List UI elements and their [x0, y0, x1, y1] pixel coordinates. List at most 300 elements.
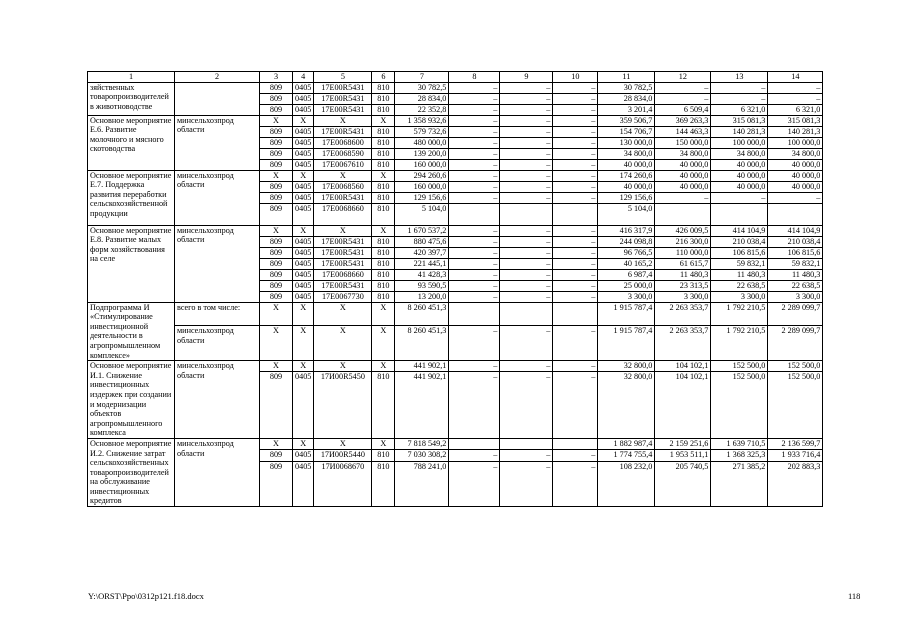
value-cell-col-8: –	[449, 225, 500, 236]
value-cell-col-14: 202 883,3	[768, 461, 823, 506]
value-cell-col-9: –	[500, 126, 553, 137]
value-cell-col-6: 810	[372, 280, 395, 291]
value-cell-col-9: –	[500, 372, 553, 439]
value-cell-col-4: X	[293, 302, 314, 325]
value-cell-col-5: 17И00R5450	[314, 372, 372, 439]
value-cell-col-6: 810	[372, 93, 395, 104]
value-cell-col-6: X	[372, 225, 395, 236]
value-cell-col-11: 416 317,9	[598, 225, 655, 236]
value-cell-col-10: –	[553, 291, 598, 302]
value-cell-col-6: 810	[372, 137, 395, 148]
value-cell-col-7: 420 397,7	[395, 247, 449, 258]
value-cell-col-4: 0405	[293, 247, 314, 258]
value-cell-col-3: 809	[260, 461, 293, 506]
value-cell-col-13: 140 281,3	[711, 126, 768, 137]
value-cell-col-5: 17Е0067610	[314, 159, 372, 170]
value-cell-col-14: 3 300,0	[768, 291, 823, 302]
value-cell-col-12	[655, 203, 711, 225]
value-cell-col-13: 11 480,3	[711, 269, 768, 280]
value-cell-col-7: 28 834,0	[395, 93, 449, 104]
value-cell-col-10: –	[553, 461, 598, 506]
value-cell-col-7: 1 358 932,6	[395, 115, 449, 126]
value-cell-col-6: X	[372, 170, 395, 181]
value-cell-col-11: 174 260,6	[598, 170, 655, 181]
table-row	[88, 115, 823, 126]
value-cell-col-13: 34 800,0	[711, 148, 768, 159]
value-cell-col-3: 809	[260, 203, 293, 225]
value-cell-col-13: 40 000,0	[711, 170, 768, 181]
value-cell-col-9: –	[500, 181, 553, 192]
executor-cell	[175, 82, 260, 115]
value-cell-col-13: 152 500,0	[711, 361, 768, 372]
value-cell-col-12: 3 300,0	[655, 291, 711, 302]
table-row	[88, 361, 823, 372]
value-cell-col-13: 100 000,0	[711, 137, 768, 148]
value-cell-col-11: 96 766,5	[598, 247, 655, 258]
value-cell-col-13: 1 792 210,5	[711, 302, 768, 325]
header-cell-14: 14	[768, 72, 823, 83]
table-header-row	[88, 72, 823, 83]
value-cell-col-13	[711, 203, 768, 225]
value-cell-col-14: 11 480,3	[768, 269, 823, 280]
value-cell-col-9: –	[500, 225, 553, 236]
table-row	[88, 438, 823, 449]
value-cell-col-4: X	[293, 170, 314, 181]
value-cell-col-13: 1 792 210,5	[711, 326, 768, 361]
header-cell-6: 6	[372, 72, 395, 83]
value-cell-col-8: –	[449, 236, 500, 247]
value-cell-col-12: 1 953 511,1	[655, 450, 711, 461]
value-cell-col-9	[500, 438, 553, 449]
value-cell-col-14	[768, 203, 823, 225]
value-cell-col-13: 414 104,9	[711, 225, 768, 236]
value-cell-col-10: –	[553, 258, 598, 269]
value-cell-col-9: –	[500, 82, 553, 93]
value-cell-col-14: –	[768, 82, 823, 93]
value-cell-col-7: 160 000,0	[395, 181, 449, 192]
value-cell-col-6: 810	[372, 148, 395, 159]
value-cell-col-5: 17Е0068660	[314, 203, 372, 225]
value-cell-col-11: 5 104,0	[598, 203, 655, 225]
value-cell-col-10: –	[553, 181, 598, 192]
program-name-cell: Подпрограмма И «Стимулирование инвестиционной деятельности в агропромышленном комплексе»	[88, 302, 175, 361]
value-cell-col-12: 61 615,7	[655, 258, 711, 269]
value-cell-col-13: 210 038,4	[711, 236, 768, 247]
value-cell-col-9: –	[500, 280, 553, 291]
value-cell-col-5: 17Е00R5431	[314, 280, 372, 291]
value-cell-col-8	[449, 438, 500, 449]
value-cell-col-4: X	[293, 438, 314, 449]
value-cell-col-7: 41 428,3	[395, 269, 449, 280]
value-cell-col-14: 40 000,0	[768, 170, 823, 181]
value-cell-col-6: 810	[372, 159, 395, 170]
value-cell-col-9	[500, 203, 553, 225]
value-cell-col-8: –	[449, 93, 500, 104]
value-cell-col-3: 809	[260, 269, 293, 280]
value-cell-col-9: –	[500, 170, 553, 181]
value-cell-col-8: –	[449, 269, 500, 280]
value-cell-col-7: 8 260 451,3	[395, 326, 449, 361]
value-cell-col-14: –	[768, 93, 823, 104]
value-cell-col-9: –	[500, 361, 553, 372]
value-cell-col-12: 40 000,0	[655, 170, 711, 181]
value-cell-col-6: X	[372, 326, 395, 361]
value-cell-col-6: 810	[372, 372, 395, 439]
value-cell-col-9: –	[500, 269, 553, 280]
value-cell-col-12: 11 480,3	[655, 269, 711, 280]
value-cell-col-7: 480 000,0	[395, 137, 449, 148]
value-cell-col-5: X	[314, 302, 372, 325]
value-cell-col-10: –	[553, 372, 598, 439]
value-cell-col-12: 216 300,0	[655, 236, 711, 247]
value-cell-col-14: 315 081,3	[768, 115, 823, 126]
value-cell-col-12: 144 463,3	[655, 126, 711, 137]
activity-name-cell: Основное мероприятие Е.8. Развитие малых форм хозяйствования на селе	[88, 225, 175, 302]
value-cell-col-3: 809	[260, 192, 293, 203]
value-cell-col-4: 0405	[293, 372, 314, 439]
value-cell-col-11: 1 915 787,4	[598, 302, 655, 325]
value-cell-col-3: 809	[260, 258, 293, 269]
value-cell-col-11: 244 098,8	[598, 236, 655, 247]
value-cell-col-5: 17Е0068660	[314, 269, 372, 280]
executor-cell: минсельхозпрод области	[175, 170, 260, 225]
value-cell-col-6: 810	[372, 258, 395, 269]
activity-name-cell: Основное мероприятие И.1. Снижение инвестиционных издержек при создании и модернизации объектов агропромышленного комплекса	[88, 361, 175, 439]
activity-name-cell: зяйственных товаропроизводителей в животноводстве	[88, 82, 175, 115]
value-cell-col-4: 0405	[293, 93, 314, 104]
header-cell-2: 2	[175, 72, 260, 83]
value-cell-col-8: –	[449, 159, 500, 170]
value-cell-col-12: –	[655, 93, 711, 104]
value-cell-col-14: 2 289 099,7	[768, 302, 823, 325]
value-cell-col-11: 40 165,2	[598, 258, 655, 269]
value-cell-col-4: 0405	[293, 269, 314, 280]
value-cell-col-3: X	[260, 438, 293, 449]
value-cell-col-14: 2 289 099,7	[768, 326, 823, 361]
value-cell-col-8: –	[449, 361, 500, 372]
value-cell-col-11: 40 000,0	[598, 159, 655, 170]
value-cell-col-12: 104 102,1	[655, 361, 711, 372]
header-cell-1: 1	[88, 72, 175, 83]
value-cell-col-11: 25 000,0	[598, 280, 655, 291]
header-cell-13: 13	[711, 72, 768, 83]
value-cell-col-9: –	[500, 461, 553, 506]
executor-cell: минсельхозпрод области	[175, 326, 260, 361]
table-body	[88, 72, 823, 507]
value-cell-col-7: 579 732,6	[395, 126, 449, 137]
value-cell-col-12: 40 000,0	[655, 159, 711, 170]
value-cell-col-14: 40 000,0	[768, 159, 823, 170]
value-cell-col-7: 30 782,5	[395, 82, 449, 93]
executor-cell: всего в том числе:	[175, 302, 260, 325]
value-cell-col-4: 0405	[293, 450, 314, 461]
value-cell-col-14: 40 000,0	[768, 181, 823, 192]
value-cell-col-7: 294 260,6	[395, 170, 449, 181]
value-cell-col-3: 809	[260, 372, 293, 439]
value-cell-col-5: X	[314, 361, 372, 372]
value-cell-col-8: –	[449, 137, 500, 148]
value-cell-col-4: 0405	[293, 280, 314, 291]
value-cell-col-3: X	[260, 302, 293, 325]
value-cell-col-12: –	[655, 82, 711, 93]
value-cell-col-13: 106 815,6	[711, 247, 768, 258]
value-cell-col-4: X	[293, 115, 314, 126]
value-cell-col-6: X	[372, 115, 395, 126]
table-row	[88, 326, 823, 361]
value-cell-col-7: 5 104,0	[395, 203, 449, 225]
value-cell-col-12: 6 509,4	[655, 104, 711, 115]
value-cell-col-7: 129 156,6	[395, 192, 449, 203]
value-cell-col-12: 40 000,0	[655, 181, 711, 192]
value-cell-col-6: X	[372, 361, 395, 372]
value-cell-col-6: 810	[372, 236, 395, 247]
value-cell-col-14: 6 321,0	[768, 104, 823, 115]
value-cell-col-6: 810	[372, 291, 395, 302]
value-cell-col-4: X	[293, 225, 314, 236]
value-cell-col-8: –	[449, 247, 500, 258]
value-cell-col-8: –	[449, 326, 500, 361]
value-cell-col-12: 2 159 251,6	[655, 438, 711, 449]
value-cell-col-14: 22 638,5	[768, 280, 823, 291]
value-cell-col-6: 810	[372, 181, 395, 192]
value-cell-col-12: 34 800,0	[655, 148, 711, 159]
value-cell-col-3: 809	[260, 181, 293, 192]
value-cell-col-5: X	[314, 326, 372, 361]
value-cell-col-10: –	[553, 93, 598, 104]
value-cell-col-5: 17И0068670	[314, 461, 372, 506]
value-cell-col-4: 0405	[293, 126, 314, 137]
table-row	[88, 302, 823, 325]
value-cell-col-8: –	[449, 450, 500, 461]
value-cell-col-7: 139 200,0	[395, 148, 449, 159]
value-cell-col-10: –	[553, 280, 598, 291]
value-cell-col-13: 40 000,0	[711, 159, 768, 170]
executor-cell: минсельхозпрод области	[175, 438, 260, 506]
value-cell-col-11: 1 882 987,4	[598, 438, 655, 449]
value-cell-col-13: 152 500,0	[711, 372, 768, 439]
value-cell-col-12: 150 000,0	[655, 137, 711, 148]
value-cell-col-9	[500, 302, 553, 325]
value-cell-col-7: 441 902,1	[395, 361, 449, 372]
value-cell-col-7: 22 352,8	[395, 104, 449, 115]
value-cell-col-14: 210 038,4	[768, 236, 823, 247]
value-cell-col-4: X	[293, 361, 314, 372]
value-cell-col-3: X	[260, 170, 293, 181]
value-cell-col-7: 93 590,5	[395, 280, 449, 291]
value-cell-col-11: 359 506,7	[598, 115, 655, 126]
value-cell-col-12: 426 009,5	[655, 225, 711, 236]
value-cell-col-10: –	[553, 126, 598, 137]
value-cell-col-12: 104 102,1	[655, 372, 711, 439]
value-cell-col-9: –	[500, 247, 553, 258]
value-cell-col-14: 414 104,9	[768, 225, 823, 236]
value-cell-col-9: –	[500, 192, 553, 203]
value-cell-col-14: 152 500,0	[768, 361, 823, 372]
value-cell-col-11: 108 232,0	[598, 461, 655, 506]
value-cell-col-13: 315 081,3	[711, 115, 768, 126]
value-cell-col-3: 809	[260, 104, 293, 115]
value-cell-col-6: 810	[372, 269, 395, 280]
value-cell-col-6: 810	[372, 461, 395, 506]
value-cell-col-4: 0405	[293, 181, 314, 192]
value-cell-col-11: 40 000,0	[598, 181, 655, 192]
header-cell-12: 12	[655, 72, 711, 83]
value-cell-col-12: –	[655, 192, 711, 203]
value-cell-col-5: 17Е00R5431	[314, 236, 372, 247]
value-cell-col-10: –	[553, 137, 598, 148]
value-cell-col-8: –	[449, 115, 500, 126]
value-cell-col-11: 3 300,0	[598, 291, 655, 302]
value-cell-col-9: –	[500, 93, 553, 104]
value-cell-col-12: 23 313,5	[655, 280, 711, 291]
value-cell-col-8: –	[449, 181, 500, 192]
value-cell-col-10: –	[553, 148, 598, 159]
value-cell-col-14: 106 815,6	[768, 247, 823, 258]
value-cell-col-13: 1 368 325,3	[711, 450, 768, 461]
value-cell-col-13: 6 321,0	[711, 104, 768, 115]
value-cell-col-4: 0405	[293, 236, 314, 247]
value-cell-col-8: –	[449, 170, 500, 181]
budget-table	[87, 71, 823, 507]
value-cell-col-7: 1 670 537,2	[395, 225, 449, 236]
value-cell-col-11: 1 774 755,4	[598, 450, 655, 461]
value-cell-col-8: –	[449, 126, 500, 137]
value-cell-col-11: 32 800,0	[598, 361, 655, 372]
value-cell-col-13: 22 638,5	[711, 280, 768, 291]
value-cell-col-8: –	[449, 461, 500, 506]
value-cell-col-12: 2 263 353,7	[655, 326, 711, 361]
executor-cell: минсельхозпрод области	[175, 225, 260, 302]
value-cell-col-10: –	[553, 104, 598, 115]
budget-table-container	[87, 71, 823, 507]
value-cell-col-10: –	[553, 82, 598, 93]
value-cell-col-13: –	[711, 192, 768, 203]
value-cell-col-8: –	[449, 192, 500, 203]
table-row	[88, 82, 823, 93]
value-cell-col-10: –	[553, 225, 598, 236]
value-cell-col-9: –	[500, 148, 553, 159]
value-cell-col-11: 154 706,7	[598, 126, 655, 137]
value-cell-col-4: X	[293, 326, 314, 361]
value-cell-col-14: 100 000,0	[768, 137, 823, 148]
value-cell-col-12: 369 263,3	[655, 115, 711, 126]
value-cell-col-11: 129 156,6	[598, 192, 655, 203]
value-cell-col-14: 1 933 716,4	[768, 450, 823, 461]
value-cell-col-8: –	[449, 258, 500, 269]
value-cell-col-3: 809	[260, 291, 293, 302]
value-cell-col-7: 7 818 549,2	[395, 438, 449, 449]
value-cell-col-14: 2 136 599,7	[768, 438, 823, 449]
value-cell-col-8: –	[449, 104, 500, 115]
value-cell-col-5: 17Е0068560	[314, 181, 372, 192]
value-cell-col-11: 32 800,0	[598, 372, 655, 439]
value-cell-col-9: –	[500, 258, 553, 269]
value-cell-col-11: 6 987,4	[598, 269, 655, 280]
value-cell-col-12: 2 263 353,7	[655, 302, 711, 325]
value-cell-col-10: –	[553, 115, 598, 126]
value-cell-col-8: –	[449, 372, 500, 439]
value-cell-col-9: –	[500, 450, 553, 461]
value-cell-col-10: –	[553, 192, 598, 203]
value-cell-col-3: 809	[260, 450, 293, 461]
value-cell-col-5: 17Е0068600	[314, 137, 372, 148]
value-cell-col-4: 0405	[293, 82, 314, 93]
value-cell-col-10	[553, 203, 598, 225]
value-cell-col-4: 0405	[293, 148, 314, 159]
table-row	[88, 170, 823, 181]
value-cell-col-4: 0405	[293, 461, 314, 506]
value-cell-col-9: –	[500, 104, 553, 115]
value-cell-col-9: –	[500, 291, 553, 302]
value-cell-col-5: X	[314, 225, 372, 236]
value-cell-col-9: –	[500, 326, 553, 361]
value-cell-col-14: 59 832,1	[768, 258, 823, 269]
header-cell-8: 8	[449, 72, 500, 83]
value-cell-col-8	[449, 302, 500, 325]
value-cell-col-6: 810	[372, 450, 395, 461]
value-cell-col-14: 152 500,0	[768, 372, 823, 439]
value-cell-col-6: 810	[372, 192, 395, 203]
value-cell-col-4: 0405	[293, 104, 314, 115]
value-cell-col-11: 34 800,0	[598, 148, 655, 159]
value-cell-col-3: X	[260, 115, 293, 126]
value-cell-col-7: 8 260 451,3	[395, 302, 449, 325]
value-cell-col-10: –	[553, 450, 598, 461]
table-row	[88, 225, 823, 236]
value-cell-col-11: 1 915 787,4	[598, 326, 655, 361]
value-cell-col-3: X	[260, 326, 293, 361]
value-cell-col-13: 3 300,0	[711, 291, 768, 302]
header-cell-10: 10	[553, 72, 598, 83]
value-cell-col-13: –	[711, 82, 768, 93]
value-cell-col-3: 809	[260, 137, 293, 148]
value-cell-col-4: 0405	[293, 137, 314, 148]
value-cell-col-8: –	[449, 280, 500, 291]
value-cell-col-9: –	[500, 159, 553, 170]
value-cell-col-10	[553, 302, 598, 325]
activity-name-cell: Основное мероприятие Е.7. Поддержка развития переработки сельскохозяйственной продукции	[88, 170, 175, 225]
value-cell-col-10: –	[553, 159, 598, 170]
value-cell-col-5: X	[314, 115, 372, 126]
value-cell-col-3: X	[260, 225, 293, 236]
value-cell-col-6: 810	[372, 247, 395, 258]
value-cell-col-10: –	[553, 326, 598, 361]
value-cell-col-7: 788 241,0	[395, 461, 449, 506]
value-cell-col-5: 17Е0068590	[314, 148, 372, 159]
activity-name-cell: Основное мероприятие Е.6. Развитие молочного и мясного скотоводства	[88, 115, 175, 170]
executor-cell: минсельхозпрод области	[175, 115, 260, 170]
value-cell-col-3: 809	[260, 148, 293, 159]
value-cell-col-6: X	[372, 438, 395, 449]
value-cell-col-10	[553, 438, 598, 449]
value-cell-col-5: X	[314, 438, 372, 449]
value-cell-col-5: 17Е00R5431	[314, 104, 372, 115]
value-cell-col-5: 17И00R5440	[314, 450, 372, 461]
value-cell-col-7: 221 445,1	[395, 258, 449, 269]
header-cell-4: 4	[293, 72, 314, 83]
header-cell-3: 3	[260, 72, 293, 83]
value-cell-col-7: 441 902,1	[395, 372, 449, 439]
value-cell-col-8: –	[449, 82, 500, 93]
value-cell-col-5: 17Е00R5431	[314, 258, 372, 269]
value-cell-col-8: –	[449, 148, 500, 159]
value-cell-col-4: 0405	[293, 291, 314, 302]
value-cell-col-3: 809	[260, 159, 293, 170]
header-cell-7: 7	[395, 72, 449, 83]
header-cell-9: 9	[500, 72, 553, 83]
value-cell-col-3: 809	[260, 247, 293, 258]
value-cell-col-4: 0405	[293, 192, 314, 203]
